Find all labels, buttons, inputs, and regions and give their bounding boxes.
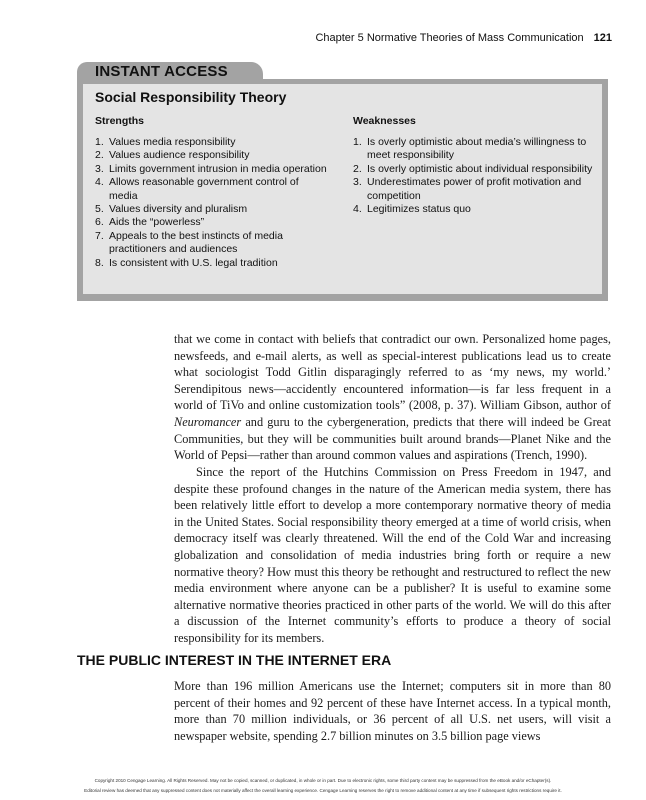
instant-access-label: INSTANT ACCESS [95,63,228,80]
list-item: 3. Limits government intrusion in media operation [95,162,327,175]
strengths-heading: Strengths [95,115,145,127]
weaknesses-list [353,136,599,216]
list-item: 2. Values audience responsibility [95,149,250,162]
list-item: 2. Is overly optimistic about individual responsibility [353,162,593,175]
page-number: 121 [593,32,612,44]
section-heading: THE PUBLIC INTEREST IN THE INTERNET ERA [77,652,392,668]
body-paragraph-3: More than 196 million Americans use the Internet; computers sit in more than 80 percent of their homes and 92 percent of these have Internet access. In a typical month, more than 70 million individuals, or 36 percent of all U.S. net users, will visit a newspaper website, spending 2.7 billion minutes on 3.5 billion page views [174,679,611,743]
editorial-notice: Editorial review has deemed that any suppressed content does not materially affect the overall learning experience. Cengage Learning reserves the right to remove additional content at any time if subsequent rights restrictions require it. [84,788,562,793]
list-item: 4. Allows reasonable government control of media [95,176,299,202]
body-paragraph-1: that we come in contact with beliefs that contradict our own. Personalized home pages, newsfeeds, and e-mail alerts, as well as special-interest publications lead us to create what sociologist Todd Gitlin disparagingly referred to as ‘my news, my world.’ Serendipitous news—accidently encountered information—is far less frequent in a world of TiVo and online customization tools” (2008, p. 37). William Gibson, author of Neuromancer and guru to the cybergeneration, predicts that there will indeed be Great Communities, but they will be communities built around brands—Planet Nike and the World of Pepsi—rather than around common values and aspirations (Trench, 1990). [174,332,611,463]
running-head [315,32,612,44]
list-item: 7. Appeals to the best instincts of media practitioners and audiences [95,229,283,256]
list-item: 3. Underestimates power of profit motivation and competition [353,176,582,202]
list-item: 8. Is consistent with U.S. legal tradition [95,256,278,269]
strengths-list [95,136,327,270]
list-item: 1. Is overly optimistic about media’s willingness to meet responsibility [353,136,587,162]
body-paragraph-2: Since the report of the Hutchins Commission on Press Freedom in 1947, and despite these profound changes in the nature of the American media system, there has been relatively little effort to develop a more contemporary normative theory of media in the United States. Social responsibility theory emerged at a time of world crisis, when democracy itself was clearly threatened. Will the end of the Cold War and increasing globalization and consolidation of media industries bring forth or require a new normative theory? How must this theory be rethought and restructured to reflect the new media environment where anyone can be a publisher? It is useful to examine some alternative normative theories practiced in other parts of the world. We will do this after a discussion of the Internet community’s efforts to produce a theory of social responsibility for its members. [174,465,611,645]
weaknesses-heading: Weaknesses [353,115,416,127]
list-item: 4. Legitimizes status quo [353,203,471,216]
book-title: Neuromancer [174,414,242,429]
list-item: 1. Values media responsibility [95,136,236,148]
list-item: 6. Aids the “powerless” [95,216,205,229]
copyright-notice: Copyright 2010 Cengage Learning. All Rights Reserved. May not be copied, scanned, or duplicated, in whole or in part. Due to electronic rights, some third party content may be suppressed from the eBook and/or eChapter(s). [94,778,552,783]
list-item: 5. Values diversity and pluralism [95,203,248,216]
chapter-title: Chapter 5 Normative Theories of Mass Communication [315,32,584,44]
box-title: Social Responsibility Theory [95,89,287,105]
